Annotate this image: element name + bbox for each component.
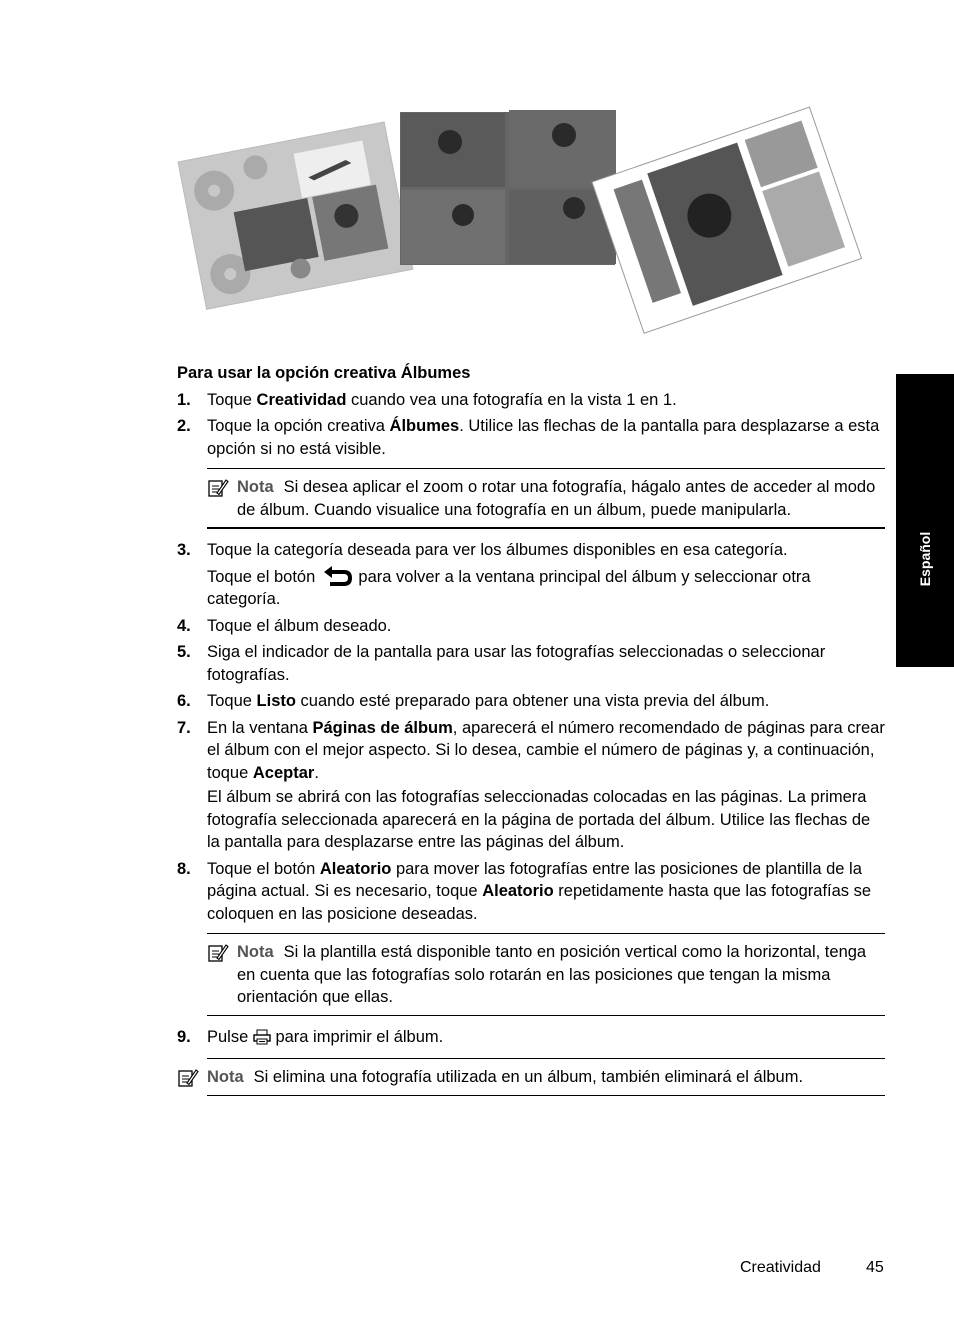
step-4 bbox=[177, 615, 885, 638]
step-text: Toque el álbum deseado. bbox=[207, 616, 392, 635]
step-3 bbox=[177, 539, 885, 611]
step-text: . Utilice las flechas de la pantalla para desplazarse a esta opción si no está visible. bbox=[207, 417, 880, 458]
note-icon bbox=[207, 943, 229, 963]
step-text: Siga el indicador de la pantalla para usar las fotografías seleccionadas o seleccionar fotografías. bbox=[207, 643, 826, 684]
album-page-right bbox=[592, 107, 862, 333]
print-icon bbox=[253, 1029, 271, 1045]
step-text: , aparecerá el número recomendado de páginas para crear el álbum con el mejor aspecto. Si lo desea, cambie el número de páginas y, a continuación, toque bbox=[207, 718, 885, 782]
note-label: Nota bbox=[237, 943, 274, 962]
back-arrow-icon bbox=[320, 566, 354, 588]
step-keyword: Aleatorio bbox=[482, 882, 554, 901]
step-number: 4. bbox=[177, 616, 191, 635]
note-3 bbox=[177, 1058, 885, 1096]
step-keyword: Aceptar bbox=[252, 763, 315, 782]
step-text: para mover las fotografías entre las posiciones de plantilla de la página actual. Si es necesario, toque bbox=[207, 859, 862, 901]
step-7 bbox=[177, 717, 885, 854]
step-text: para imprimir el álbum. bbox=[270, 1027, 444, 1046]
step-text: Toque la categoría deseada para ver los álbumes disponibles en esa categoría. bbox=[207, 541, 788, 559]
step-number: 9. bbox=[177, 1027, 191, 1046]
note-label: Nota bbox=[237, 478, 274, 496]
instructions bbox=[177, 362, 885, 1096]
footer-section-name: Creatividad bbox=[740, 1259, 821, 1276]
step-2 bbox=[177, 415, 885, 460]
step-keyword: Álbumes bbox=[389, 417, 460, 435]
language-side-tab bbox=[896, 374, 954, 667]
step-text: Toque el botón bbox=[207, 567, 320, 586]
step-text: Toque bbox=[207, 692, 257, 711]
step-5 bbox=[177, 641, 885, 686]
step-text: cuando esté preparado para obtener una vista previa del álbum. bbox=[295, 692, 770, 711]
step-number: 1. bbox=[177, 390, 191, 409]
step-text: Toque la opción creativa bbox=[207, 417, 390, 435]
side-tab-label: Español bbox=[917, 531, 933, 586]
section-heading: Para usar la opción creativa Álbumes bbox=[177, 364, 471, 382]
step-text: . bbox=[314, 763, 319, 782]
step-text: Toque bbox=[207, 390, 257, 409]
step-1 bbox=[177, 389, 885, 412]
step-keyword: Páginas de álbum bbox=[312, 718, 453, 737]
album-page-left bbox=[178, 122, 413, 309]
note-2 bbox=[177, 933, 885, 1016]
step-number: 7. bbox=[177, 718, 191, 737]
note-text: Si desea aplicar el zoom o rotar una fotografía, hágalo antes de acceder al modo de álbum. Cuando visualice una fotografía en un álbum, puede manipularla. bbox=[237, 478, 876, 519]
step-6 bbox=[177, 690, 885, 713]
step-keyword: Listo bbox=[256, 692, 296, 711]
album-page-middle bbox=[400, 110, 616, 265]
note-icon bbox=[177, 1068, 199, 1088]
album-examples-illustration bbox=[170, 90, 870, 340]
note-text: Si elimina una fotografía utilizada en un álbum, también eliminará el álbum. bbox=[253, 1068, 804, 1087]
step-number: 5. bbox=[177, 643, 191, 662]
step-keyword: Creatividad bbox=[256, 390, 347, 409]
note-text: Si la plantilla está disponible tanto en posición vertical como la horizontal, tenga en cuenta que las fotografías solo rotarán en las posiciones que tengan la misma orientación que ellas. bbox=[237, 943, 867, 1007]
step-9 bbox=[177, 1026, 885, 1049]
step-number: 2. bbox=[177, 417, 191, 435]
step-text: En la ventana bbox=[207, 718, 313, 737]
step-text: repetidamente hasta que las fotografías se coloquen en las posicione deseadas. bbox=[207, 882, 872, 923]
note-icon bbox=[207, 478, 229, 498]
step-number: 8. bbox=[177, 859, 191, 878]
step-number: 3. bbox=[177, 541, 191, 559]
step-text: Pulse bbox=[207, 1027, 253, 1046]
note-label: Nota bbox=[207, 1068, 244, 1087]
note-1 bbox=[177, 468, 885, 529]
step-text: Toque el botón bbox=[207, 859, 320, 878]
step-text: El álbum se abrirá con las fotografías seleccionadas colocadas en las páginas. La primera fotografía seleccionada aparecerá en la página de portada del álbum. Utilice las flechas de la pantalla para desplazarse entre las páginas del álbum. bbox=[207, 788, 871, 852]
step-number: 6. bbox=[177, 692, 191, 711]
page-number: 45 bbox=[866, 1259, 884, 1276]
step-text: para volver a la ventana principal del álbum y seleccionar otra categoría. bbox=[207, 567, 811, 609]
step-8 bbox=[177, 858, 885, 926]
step-text: cuando vea una fotografía en la vista 1 en 1. bbox=[346, 390, 677, 409]
step-keyword: Aleatorio bbox=[319, 859, 392, 878]
